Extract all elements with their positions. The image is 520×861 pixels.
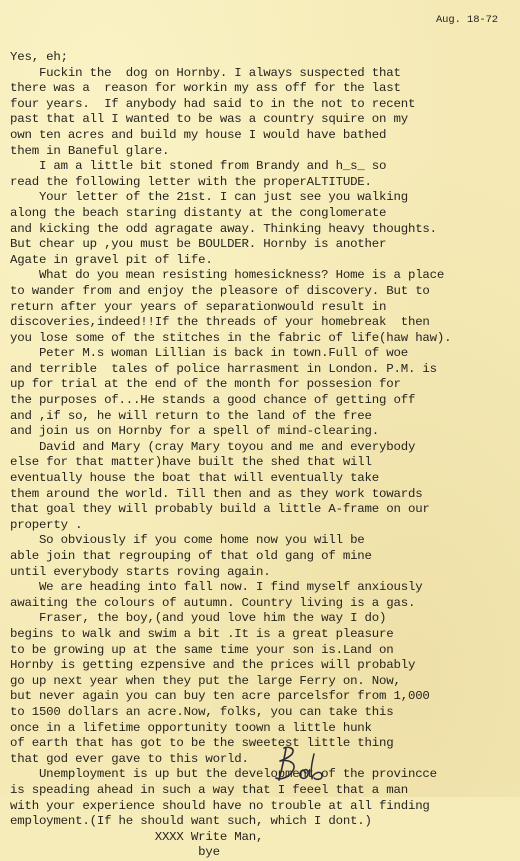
letter-line: with your experience should have no trouble at all finding — [10, 798, 430, 813]
letter-line: four years. If anybody had said to in the not to recent — [10, 96, 416, 111]
letter-line: them around the world. Till then and as they work towards — [10, 486, 423, 501]
letter-line: bye — [10, 845, 220, 860]
letter-line: go up next year when they put the large Ferry on. Now, — [10, 673, 401, 688]
letter-line: there was a reason for workin my ass off for the last — [10, 81, 401, 96]
letter-line: return after your years of separationwould result in — [10, 299, 387, 314]
letter-line: awaiting the colours of autumn. Country living is a gas. — [10, 595, 416, 610]
letter-line: once in a lifetime opportunity toown a little hunk — [10, 720, 372, 735]
letter-line: I am a little bit stoned from Brandy and h_s_ so — [10, 159, 387, 174]
letter-line: Unemployment is up but the development of the provincce — [10, 767, 437, 782]
letter-line: Yes, eh; — [10, 50, 68, 64]
signature — [270, 742, 360, 786]
letter-line: along the beach staring distanty at the conglomerate — [10, 205, 387, 220]
letter-line: to 1500 dollars an acre.Now, folks, you can take this — [10, 704, 394, 719]
letter-line: eventually house the boat that will eventually take — [10, 471, 380, 486]
letter-line: Fraser, the boy,(and youd love him the way I do) — [10, 611, 387, 626]
letter-line: you lose some of the stitches in the fabric of life(haw haw). — [10, 330, 452, 345]
letter-line: the purposes of...He stands a good chance of getting off — [10, 393, 416, 408]
letter-line: else for that matter)have built the shed that will — [10, 455, 372, 470]
letter-line: but never again you can buy ten acre parcelsfor from 1,000 — [10, 689, 430, 704]
letter-line: So obviously if you come home now you will be — [10, 533, 365, 548]
letter-line: discoveries,indeed!!If the threads of your homebreak then — [10, 315, 430, 330]
letter-line: Hornby is getting ezpensive and the prices will probably — [10, 658, 416, 673]
letter-line: David and Mary (cray Mary toyou and me and everybody — [10, 439, 416, 454]
letter-line: able join that regrouping of that old gang of mine — [10, 549, 372, 563]
letter-line: But chear up ,you must be BOULDER. Hornby is another — [10, 237, 387, 252]
letter-line: own ten acres and build my house I would have bathed — [10, 127, 387, 142]
letter-line: and kicking the odd agragate away. Thinking heavy thoughts. — [10, 221, 437, 236]
letter-line: to be growing up at the same time your son is.Land on — [10, 642, 394, 657]
letter-line: and join us on Hornby for a spell of mind-clearing. — [10, 424, 380, 439]
letter-line: is speading ahead in such a way that I feeel that a man — [10, 782, 408, 797]
signature-drawing — [270, 742, 360, 786]
letter-line: up for trial at the end of the month for possesion for — [10, 377, 401, 392]
letter-line: begins to walk and swim a bit .It is a great pleasure — [10, 626, 394, 641]
letter-line: past that all I wanted to be was a country squire on my — [10, 112, 408, 127]
letter-line: Peter M.s woman Lillian is back in town.Full of woe — [10, 346, 408, 361]
letter-line: employment.(If he should want such, which I dont.) — [10, 814, 372, 829]
letter-line: XXXX Write Man, — [10, 829, 264, 844]
letter-line: Agate in gravel pit of life. — [10, 252, 213, 267]
letter-line: and terrible tales of police harrasment in London. P.M. is — [10, 361, 437, 376]
letter-line: Your letter of the 21st. I can just see you walking — [10, 190, 408, 205]
letter-line: of earth that has got to be the sweetest little thing — [10, 736, 394, 751]
letter-line: them in Baneful glare. — [10, 143, 170, 158]
letter-line: to wander from and enjoy the pleasore of discovery. But to — [10, 283, 430, 298]
letter-date: Aug. 18-72 — [435, 14, 498, 26]
letter-line: Fuckin the dog on Hornby. I always suspected that — [10, 65, 401, 80]
letter-line: until everybody starts roving again. — [10, 564, 271, 579]
letter-line: that god ever gave to this world. — [10, 751, 249, 766]
letter-line: that goal they will probably build a little A-frame on our — [10, 502, 430, 517]
letter-body — [10, 50, 515, 861]
letter-line: property . — [10, 517, 83, 532]
letter-line: read the following letter with the properALTITUDE. — [10, 174, 372, 189]
letter-line: What do you mean resisting homesickness? Home is a place — [10, 268, 445, 283]
letter-line: and ,if so, he will return to the land of the free — [10, 408, 372, 423]
letter-line: We are heading into fall now. I find myself anxiously — [10, 580, 423, 595]
